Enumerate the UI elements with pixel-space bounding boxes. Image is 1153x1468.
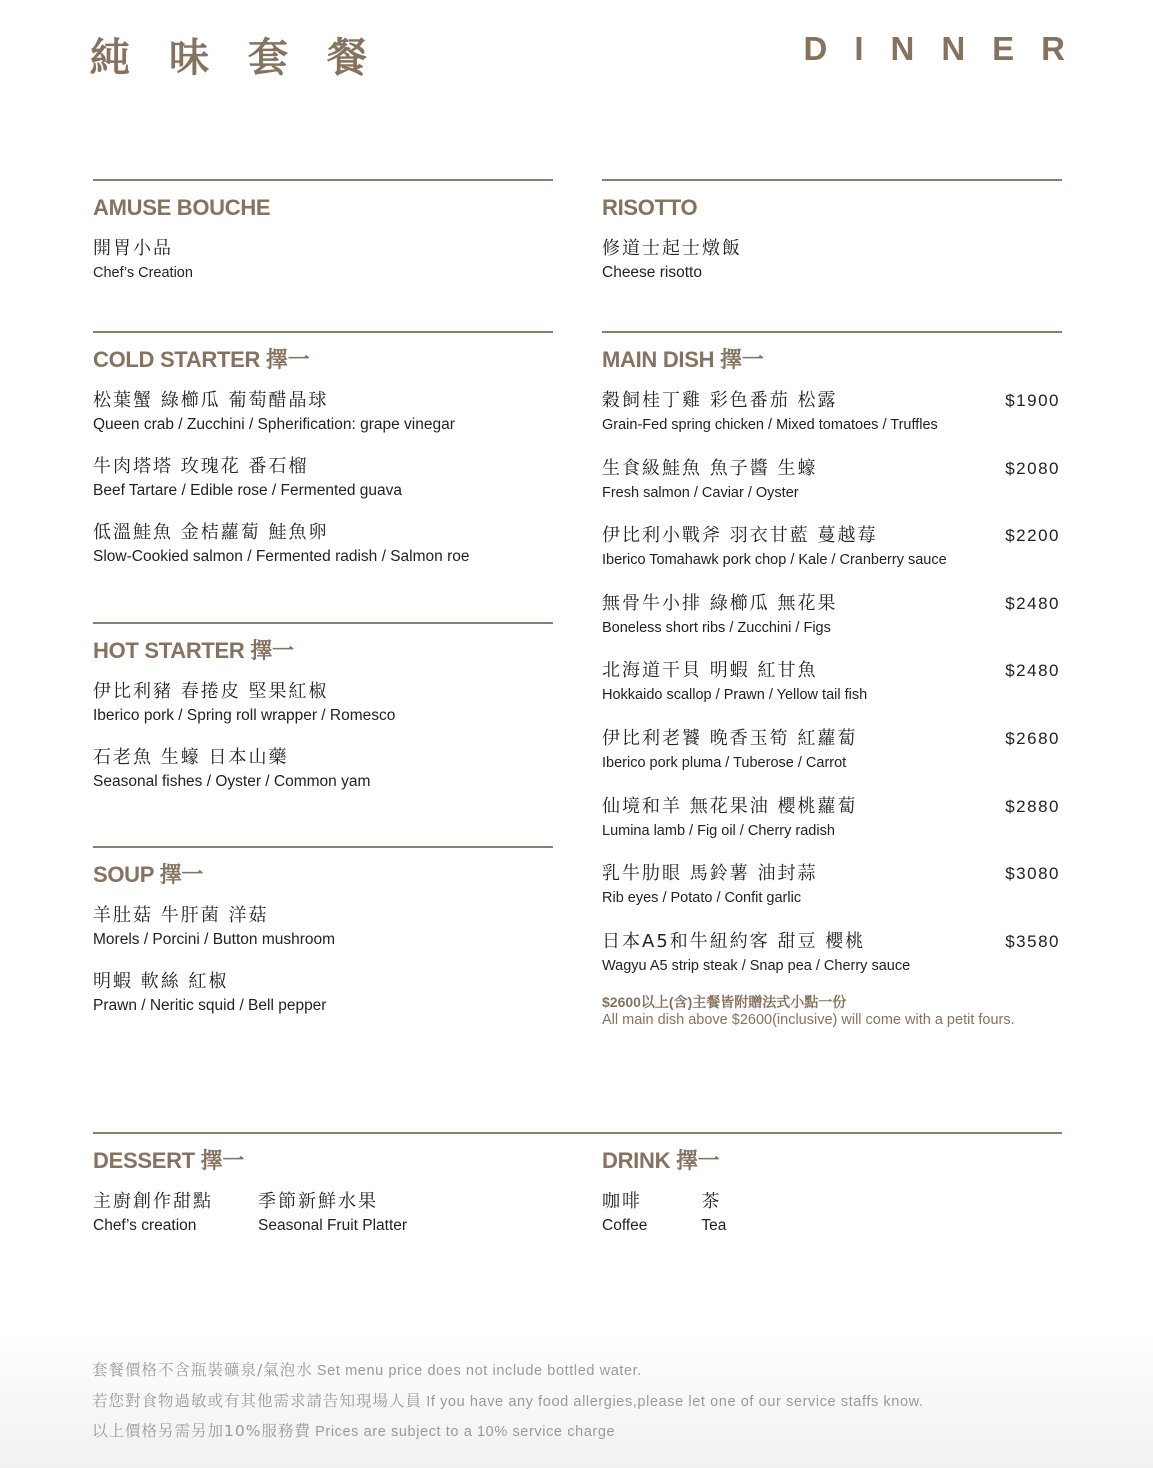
item-name-en: Iberico pork pluma / Tuberose / Carrot xyxy=(602,754,847,771)
footer-cn: 若您對食物過敏或有其他需求請告知現場人員 xyxy=(92,1391,423,1410)
item-name-en: Fresh salmon / Caviar / Oyster xyxy=(602,484,799,501)
item-name-cn: 伊比利豬 春捲皮 堅果紅椒 xyxy=(93,681,329,702)
item-price: $3580 xyxy=(1005,931,1060,951)
menu-item xyxy=(602,659,1062,727)
item-name-cn: 北海道干貝 明蝦 紅甘魚 xyxy=(602,660,818,682)
menu-item xyxy=(93,680,553,746)
menu-item xyxy=(93,237,553,303)
item-price: $3080 xyxy=(1005,864,1060,884)
item-name-cn: 低溫鮭魚 金桔蘿蔔 鮭魚卵 xyxy=(93,522,329,543)
item-name-en: Chef’s Creation xyxy=(93,265,193,281)
item-name-cn: 開胃小品 xyxy=(93,238,173,259)
menu-item xyxy=(93,455,553,521)
item-name-en: Grain-Fed spring chicken / Mixed tomatoes / Truffles xyxy=(602,417,938,433)
item-name-cn: 主廚創作甜點 xyxy=(93,1191,213,1212)
section-title: DESSERT 擇一 xyxy=(93,1148,245,1173)
item-name-cn: 日本A5和牛紐約客 甜豆 櫻桃 xyxy=(602,930,866,952)
item-name-cn: 明蝦 軟絲 紅椒 xyxy=(93,971,229,992)
menu-item xyxy=(602,457,1062,525)
petit-fours-note xyxy=(602,993,1062,1029)
item-name-cn: 無骨牛小排 綠櫛瓜 無花果 xyxy=(602,592,838,614)
menu-item xyxy=(93,904,553,970)
section-risotto xyxy=(602,179,1062,303)
menu-item xyxy=(602,795,1062,863)
item-name-en: Tea xyxy=(701,1217,727,1234)
page-title-english: DINNER xyxy=(803,30,1092,67)
section-title: RISOTTO xyxy=(602,195,698,220)
menu-item xyxy=(93,521,553,587)
item-name-cn: 修道士起士燉飯 xyxy=(602,238,742,259)
item-name-cn: 穀飼桂丁雞 彩色番茄 松露 xyxy=(602,390,838,411)
item-name-en: Seasonal fishes / Oyster / Common yam xyxy=(93,773,371,790)
menu-item xyxy=(602,1190,647,1256)
item-name-cn: 生食級鮭魚 魚子醬 生蠔 xyxy=(602,457,818,479)
item-name-cn: 季節新鮮水果 xyxy=(258,1191,378,1212)
section-title: SOUP 擇一 xyxy=(93,862,203,887)
item-name-cn: 松葉蟹 綠櫛瓜 葡萄醋晶球 xyxy=(93,390,329,411)
menu-item xyxy=(602,862,1062,930)
item-name-cn: 牛肉塔塔 玫瑰花 番石榴 xyxy=(93,456,309,477)
item-price: $2200 xyxy=(1005,526,1060,546)
menu-item xyxy=(258,1190,407,1256)
item-price: $2480 xyxy=(1005,661,1060,681)
item-price: $2480 xyxy=(1005,593,1060,613)
item-name-en: Hokkaido scallop / Prawn / Yellow tail fish xyxy=(602,687,868,704)
footer-en: If you have any food allergies,please let one of our service staffs know. xyxy=(426,1393,924,1410)
note-cn: $2600以上(含)主餐皆附贈法式小點一份 xyxy=(602,994,847,1011)
section-title: COLD STARTER 擇一 xyxy=(93,347,310,372)
footer-en: Set menu price does not include bottled water. xyxy=(316,1363,642,1379)
item-name-en: Iberico Tomahawk pork chop / Kale / Cranberry sauce xyxy=(602,552,947,569)
section-divider-bottom xyxy=(93,1132,1062,1256)
section-title: MAIN DISH 擇一 xyxy=(602,347,764,372)
item-name-en: Queen crab / Zucchini / Spherification: grape vinegar xyxy=(93,416,455,433)
footer-cn: 套餐價格不含瓶裝礦泉/氣泡水 xyxy=(92,1361,313,1379)
item-name-cn: 伊比利小戰斧 羽衣甘藍 蔓越莓 xyxy=(602,525,878,547)
menu-item xyxy=(93,746,553,812)
item-price: $2080 xyxy=(1005,458,1060,478)
item-price: $2680 xyxy=(1005,728,1060,748)
item-name-en: Slow-Cookied salmon / Fermented radish / Salmon roe xyxy=(93,548,470,565)
menu-item xyxy=(602,930,1062,998)
note-en: All main dish above $2600(inclusive) will come with a petit fours. xyxy=(602,1012,1015,1029)
item-name-en: Cheese risotto xyxy=(602,264,702,281)
item-name-cn: 乳牛肋眼 馬鈴薯 油封蒜 xyxy=(602,863,818,885)
item-name-en: Boneless short ribs / Zucchini / Figs xyxy=(602,619,831,636)
item-name-en: Chef’s creation xyxy=(93,1217,197,1234)
item-name-en: Morels / Porcini / Button mushroom xyxy=(93,931,336,948)
section-drink xyxy=(602,1134,771,1256)
item-name-cn: 石老魚 生蠔 日本山藥 xyxy=(93,747,289,768)
footer-line xyxy=(92,1387,924,1418)
section-title: DRINK 擇一 xyxy=(602,1148,720,1173)
menu-item xyxy=(602,237,1062,303)
menu-item xyxy=(602,389,1062,457)
item-name-en: Seasonal Fruit Platter xyxy=(258,1217,408,1234)
menu-item xyxy=(701,1190,726,1256)
section-soup xyxy=(93,846,553,1036)
section-cold-starter xyxy=(93,331,553,587)
footer-en: Prices are subject to a 10% service charge xyxy=(315,1424,616,1440)
menu-item xyxy=(602,592,1062,660)
item-name-en: Rib eyes / Potato / Confit garlic xyxy=(602,890,802,907)
footer-line xyxy=(92,1356,924,1387)
item-price: $2880 xyxy=(1005,796,1060,816)
section-amuse-bouche xyxy=(93,179,553,303)
section-title: HOT STARTER 擇一 xyxy=(93,638,294,663)
menu-item xyxy=(93,1190,213,1256)
item-name-cn: 羊肚菇 牛肝菌 洋菇 xyxy=(93,905,269,926)
item-name-cn: 伊比利老饕 晚香玉筍 紅蘿蔔 xyxy=(602,727,858,749)
menu-item xyxy=(93,970,553,1036)
item-name-en: Lumina lamb / Fig oil / Cherry radish xyxy=(602,822,835,839)
item-price: $1900 xyxy=(1005,391,1060,410)
item-name-cn: 茶 xyxy=(701,1191,722,1212)
section-main-dish xyxy=(602,331,1062,1029)
item-name-cn: 咖啡 xyxy=(602,1191,642,1212)
item-name-en: Prawn / Neritic squid / Bell pepper xyxy=(93,997,327,1014)
footer-cn: 以上價格另需另加10%服務費 xyxy=(92,1422,311,1440)
item-name-en: Beef Tartare / Edible rose / Fermented guava xyxy=(93,482,403,499)
menu-item xyxy=(93,389,553,455)
item-name-cn: 仙境和羊 無花果油 櫻桃蘿蔔 xyxy=(602,795,858,817)
section-hot-starter xyxy=(93,622,553,812)
footer-line xyxy=(92,1417,924,1448)
menu-item xyxy=(602,727,1062,795)
section-title: AMUSE BOUCHE xyxy=(93,195,271,220)
item-name-en: Iberico pork / Spring roll wrapper / Romesco xyxy=(93,707,396,724)
menu-item xyxy=(602,524,1062,592)
item-name-en: Coffee xyxy=(602,1217,648,1234)
section-dessert xyxy=(93,1134,602,1256)
item-name-en: Wagyu A5 strip steak / Snap pea / Cherry sauce xyxy=(602,957,911,974)
footer-notes xyxy=(92,1356,924,1448)
page-title-chinese: 純味套餐 xyxy=(90,35,406,81)
